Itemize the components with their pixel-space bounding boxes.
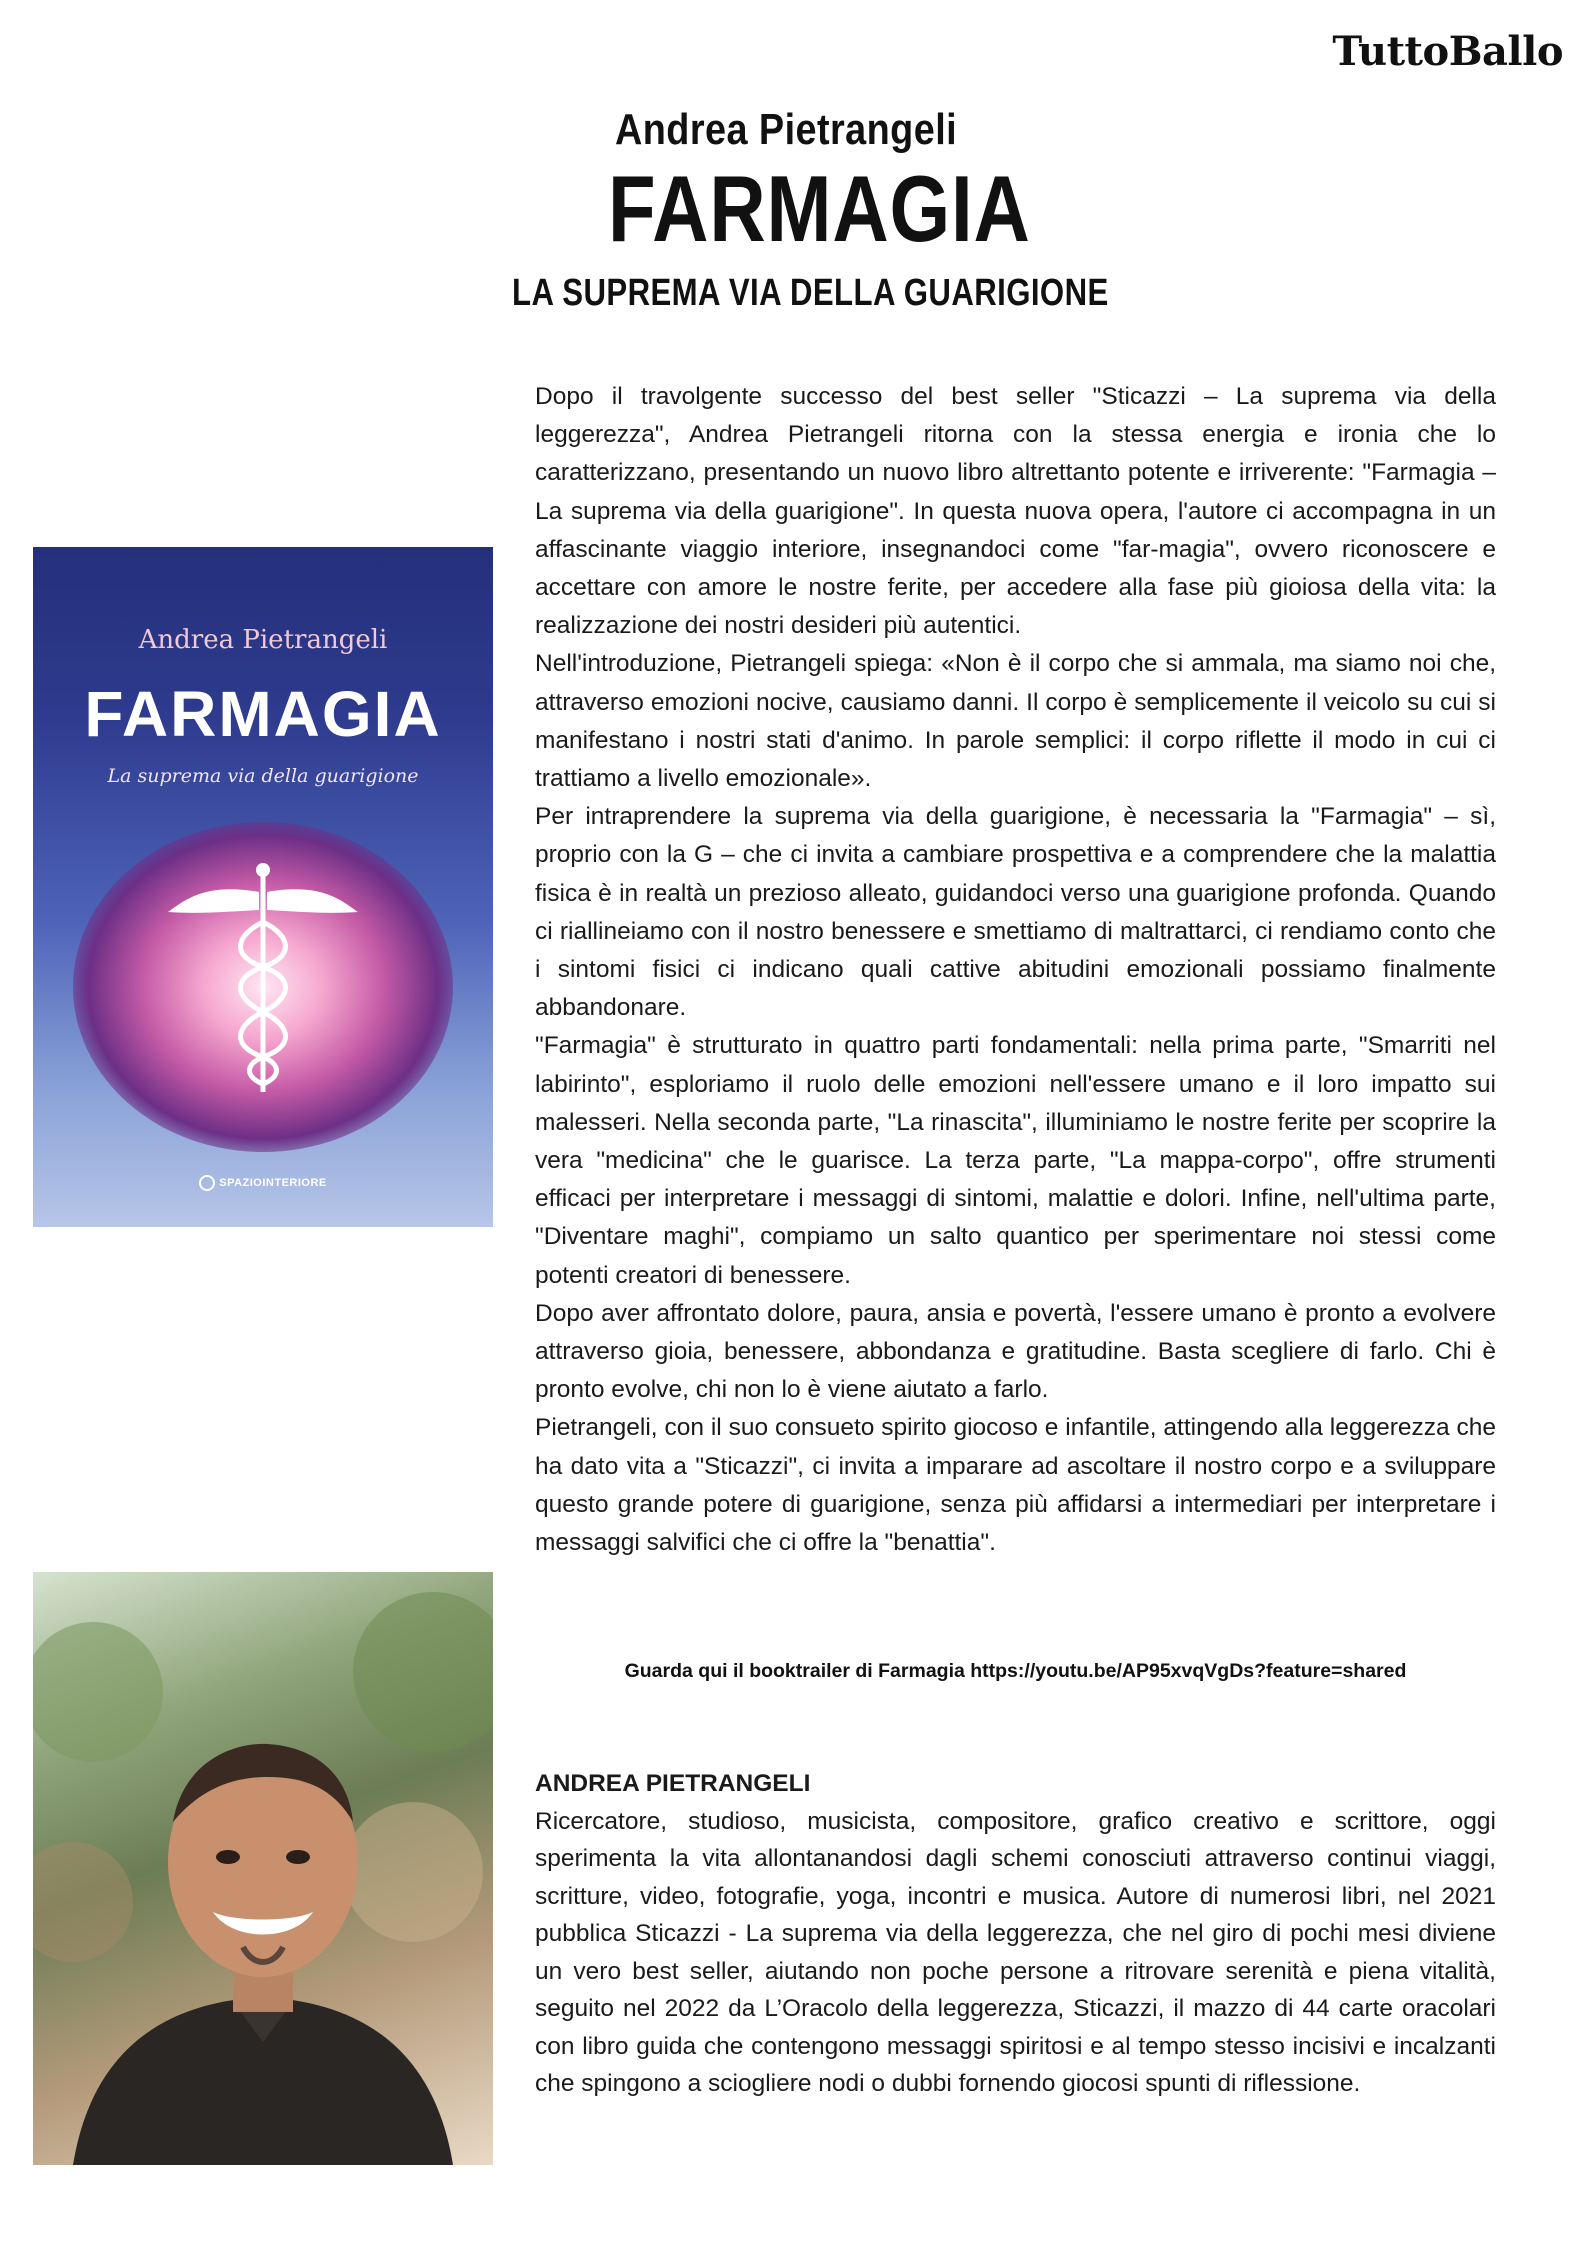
booktrailer-link[interactable]: Guarda qui il booktrailer di Farmagia https://youtu.be/AP95xvqVgDs?feature=shared: [624, 1660, 1407, 1682]
cover-author: Andrea Pietrangeli: [138, 625, 388, 655]
page-title: FARMAGIA: [608, 156, 1031, 261]
book-cover-image: [33, 547, 493, 1227]
cover-subtitle: La suprema via della guarigione: [107, 765, 419, 787]
bio-text: Ricercatore, studioso, musicista, compositore, grafico creativo e scrittore, oggi sperimenta la vita allontanandosi dagli schemi conosciuti attraverso continui viaggi, scritture, video, fotografie, yoga, incontri e musica. Autore di numerosi libri, nel 2021 pubblica Sticazzi - La suprema via della leggerezza, che nel giro di pochi mesi diviene un vero best seller, aiutando non poche persone a ritrovare serenità e piena vitalità, seguito nel 2022 da L’Oracolo della leggerezza, Sticazzi, il mazzo di 44 carte oracolari con libro guida che contengono messaggi spiritosi e al tempo stesso incisivi e incalzanti che spingono a sciogliere nodi o dubbi fornendo giocosi spunti di riflessione.: [535, 1807, 1496, 2097]
author-portrait-photo: [33, 1572, 493, 2165]
bio-heading: ANDREA PIETRANGELI: [535, 1770, 811, 1797]
caduceus-icon: [163, 852, 363, 1112]
page-subtitle: LA SUPREMA VIA DELLA GUARIGIONE: [512, 272, 1109, 314]
article-paragraph: Pietrangeli, con il suo consueto spirito giocoso e infantile, attingendo alla leggerezza che ha dato vita a "Sticazzi", ci invita a imparare ad ascoltare il nostro corpo e a sviluppare questo grande potere di guarigione, senza più affidarsi a intermediari per interpretare i messaggi salvifici che ci offre la "benattia".: [535, 1414, 1496, 1557]
brand-logo: TuttoBallo: [1332, 28, 1563, 75]
article-paragraph: "Farmagia" è strutturato in quattro parti fondamentali: nella prima parte, "Smarriti nel labirinto", esploriamo il ruolo delle emozioni nell'essere umano e il loro impatto sui malesseri. Nella seconda parte, "La rinascita", illuminiamo le nostre ferite per scoprire la vera "medicina" che le guarisce. La terza parte, "La mappa-corpo", offre strumenti efficaci per interpretare i messaggi di sintomi, malattie e dolori. Infine, nell'ultima parte, "Diventare maghi", compiamo un salto quantico per sperimentare noi stessi come potenti creatori di benessere.: [535, 1032, 1496, 1289]
cover-publisher: SPAZIOINTERIORE: [33, 1175, 493, 1191]
article-paragraph: Dopo aver affrontato dolore, paura, ansia e povertà, l'essere umano è pronto a evolvere attraverso gioia, benessere, abbondanza e gratitudine. Basta scegliere di farlo. Chi è pronto evolve, chi non lo è viene aiutato a farlo.: [535, 1299, 1496, 1404]
article-paragraph: Per intraprendere la suprema via della guarigione, è necessaria la "Farmagia" – sì, proprio con la G – che ci invita a cambiare prospettiva e a comprendere che la malattia fisica è in realtà un prezioso alleato, guidandoci verso una guarigione profonda. Quando ci riallineiamo con il nostro benessere e smettiamo di maltrattarci, ci rendiamo conto che i sintomi fisici ci indicano quali cattive abitudini emozionali possiamo finalmente abbandonare.: [535, 803, 1496, 1022]
portrait-illustration: [33, 1572, 493, 2165]
article-paragraph: Dopo il travolgente successo del best seller "Sticazzi – La suprema via della leggerezza", Andrea Pietrangeli ritorna con la stessa energia e ironia che lo caratterizzano, presentando un nuovo libro altrettanto potente e irriverente: "Farmagia – La suprema via della guarigione". In questa nuova opera, l'autore ci accompagna in un affascinante viaggio interiore, insegnandoci come "far-magia", ovvero riconoscere e accettare con amore le nostre ferite, per accedere alla fase più gioiosa della vita: la realizzazione dei nostri desideri più autentici.: [535, 383, 1496, 640]
cover-title: FARMAGIA: [84, 678, 442, 750]
author-bio: [535, 1765, 1496, 2103]
header-author: Andrea Pietrangeli: [615, 105, 958, 154]
article-body: [535, 378, 1496, 1562]
publisher-logo-icon: [199, 1175, 215, 1191]
article-paragraph: Nell'introduzione, Pietrangeli spiega: «Non è il corpo che si ammala, ma siamo noi che, attraverso emozioni nocive, causiamo danni. Il corpo è semplicemente il veicolo su cui si manifestano i nostri stati d'animo. In parole semplici: il corpo riflette il modo in cui ci trattiamo a livello emozionale».: [535, 650, 1496, 793]
